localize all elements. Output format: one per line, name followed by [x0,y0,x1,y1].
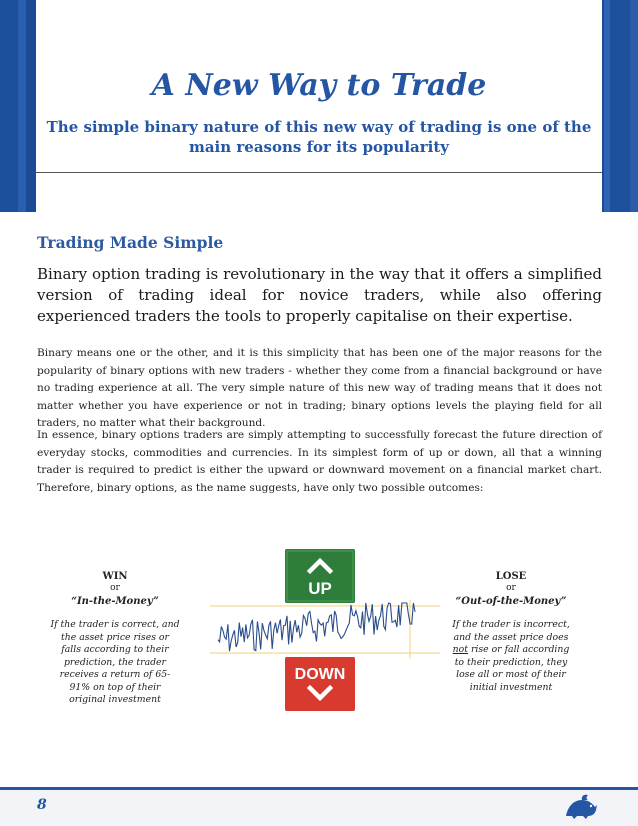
body-paragraph-1: Binary means one or the other, and it is this simplicity that has been one of the major reasons for the popularity of binary options with new traders - whether they come from a financial background or have no trading experience at all. The very simple nature of this new way of trading means that it does not matter whether you have experience or not in trading; binary options levels the playing field for all traders, no matter what their background. [37,347,602,429]
lead-paragraph: Binary option trading is revolutionary in the way that it offers a simplified version of trading ideal for novice traders, while also offering experienced traders the tools to properly capitalise on their expertise. [37,265,602,325]
up-arrow-box [285,549,355,603]
lose-term: “Out-of-the-Money” [455,596,567,607]
up-text: UP [308,579,332,598]
down-text: DOWN [294,666,346,683]
footer [0,790,638,826]
section-heading: Trading Made Simple [37,233,224,252]
header-band [0,0,638,212]
win-or: or [110,583,120,593]
lose-desc-after: rise or fall according to their prediction, they lose all or most of their initial investment [454,644,570,693]
lose-description [448,619,574,694]
lose-label: LOSE [495,571,527,582]
lose-desc-before: If the trader is incorrect, and the asset price does [452,619,570,643]
title-divider [36,172,602,173]
win-label: WIN [102,571,128,582]
header-white-panel [36,0,602,212]
down-arrow-box [285,657,355,711]
body-paragraph-2: In essence, binary options traders are simply attempting to successfully forecast the future direction of everyday stocks, commodities and currencies. In its simplest form of up or down, all that a winning trader is required to predict is either the upward or downward movement on a financial market chart. Therefore, binary options, as the name suggests, have only two possible outcomes: [37,429,602,494]
page-subtitle: The simple binary nature of this new way of trading is one of the main reasons for its popularity [46,118,592,156]
lose-outcome [448,571,574,694]
page-number: 8 [37,797,47,813]
win-outcome [50,571,180,707]
lion-icon [562,792,600,822]
up-down-svg [210,545,440,715]
lose-desc-not: not [452,644,468,655]
win-description: If the trader is correct, and the asset price rises or falls according to their prediction, the trader receives a return of 65-91% on top of their original investment [50,619,180,705]
price-line [218,603,415,651]
lose-or: or [506,583,516,593]
up-down-graphic [210,545,440,715]
page-title: A New Way to Trade [151,68,487,103]
win-term: “In-the-Money” [71,596,159,607]
